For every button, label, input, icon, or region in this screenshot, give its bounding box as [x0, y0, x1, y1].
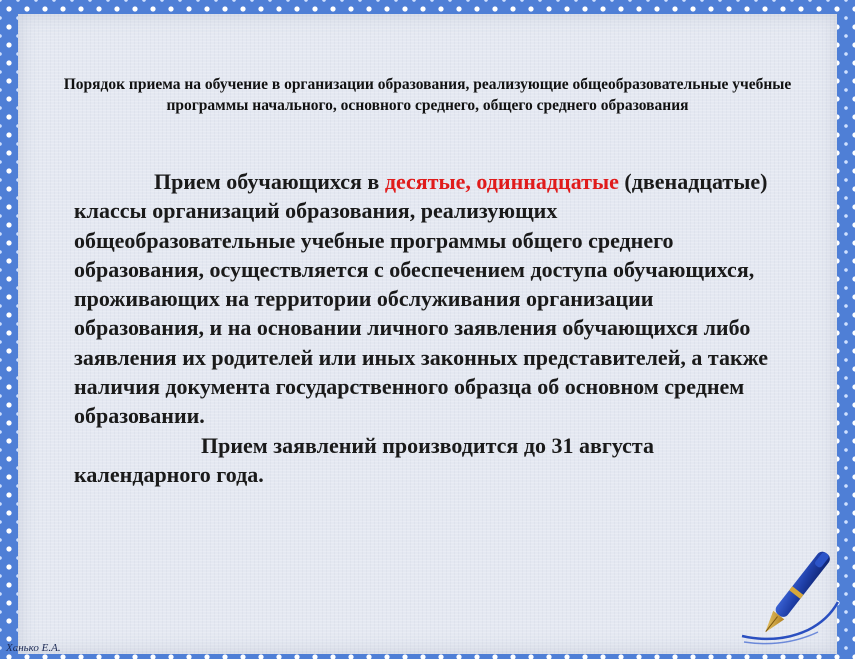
- document-body: [74, 167, 774, 489]
- document-title: Порядок приема на обучение в организации образования, реализующие общеобразовательные учебные программы начального, основного среднего, общего среднего образования: [63, 76, 792, 114]
- paragraph-admission-start: Прием обучающихся в: [154, 169, 385, 194]
- paper-sheet: [18, 14, 837, 654]
- author-signature: Ханько Е.А.: [6, 642, 61, 654]
- paragraph-admission: [74, 167, 774, 431]
- paragraph-deadline: Прием заявлений производится до 31 августа календарного года.: [74, 432, 654, 487]
- paragraph-admission-rest: (двенадцатые) классы организаций образования, реализующих общеобразовательные учебные программы общего среднего образования, осуществляется с обеспечением доступа обучающихся, проживающих на территории обслуживания организации образования, и на основании личного заявления обучающихся либо заявления их родителей или иных законных представителей, а также наличия документа государственного образца об основном среднем образовании.: [74, 169, 769, 429]
- grades-highlight: десятые, одиннадцатые: [384, 169, 619, 194]
- fountain-pen-icon: [738, 532, 855, 652]
